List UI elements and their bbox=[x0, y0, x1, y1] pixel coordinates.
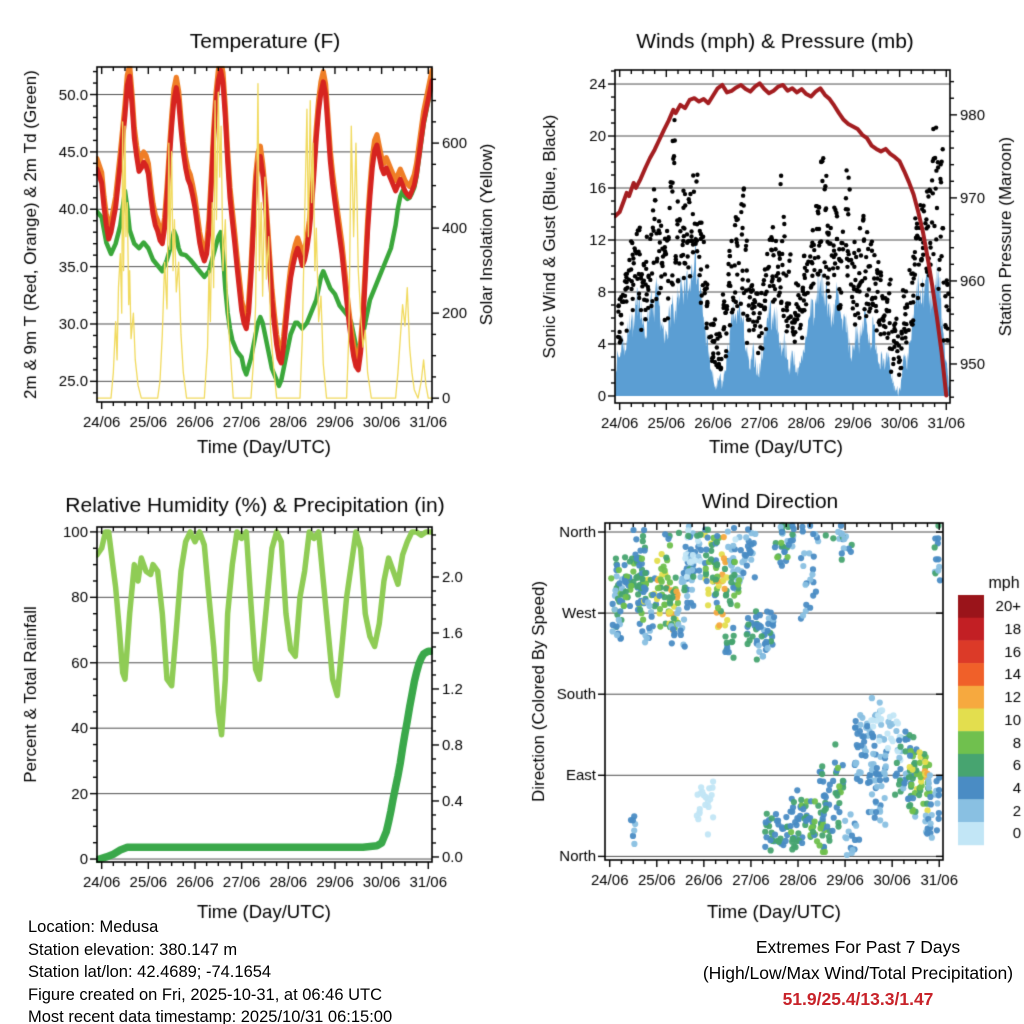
extremes-subtitle: (High/Low/Max Wind/Total Precipitation) bbox=[702, 963, 1014, 983]
station-elevation: Station elevation: 380.147 m bbox=[28, 940, 238, 959]
most-recent-data-timestamp: Most recent data timestamp: 2025/10/31 06:15:00 bbox=[28, 1008, 393, 1024]
station-info-block bbox=[28, 916, 392, 1024]
extremes-title: Extremes For Past 7 Days bbox=[755, 937, 961, 957]
temperature-chart bbox=[0, 0, 512, 468]
station-location: Location: Medusa bbox=[28, 918, 159, 936]
humidity-precipitation-chart bbox=[0, 470, 512, 924]
figure-created-timestamp: Figure created on Fri, 2025-10-31, at 06:46 UTC bbox=[28, 985, 383, 1004]
wind-direction-chart bbox=[512, 470, 1024, 924]
winds-pressure-chart bbox=[512, 0, 1024, 468]
station-latlon: Station lat/lon: 42.4689; -74.1654 bbox=[28, 963, 272, 981]
extremes-block bbox=[658, 934, 1024, 1012]
extremes-value: 51.9/25.4/13.3/1.47 bbox=[782, 989, 934, 1009]
